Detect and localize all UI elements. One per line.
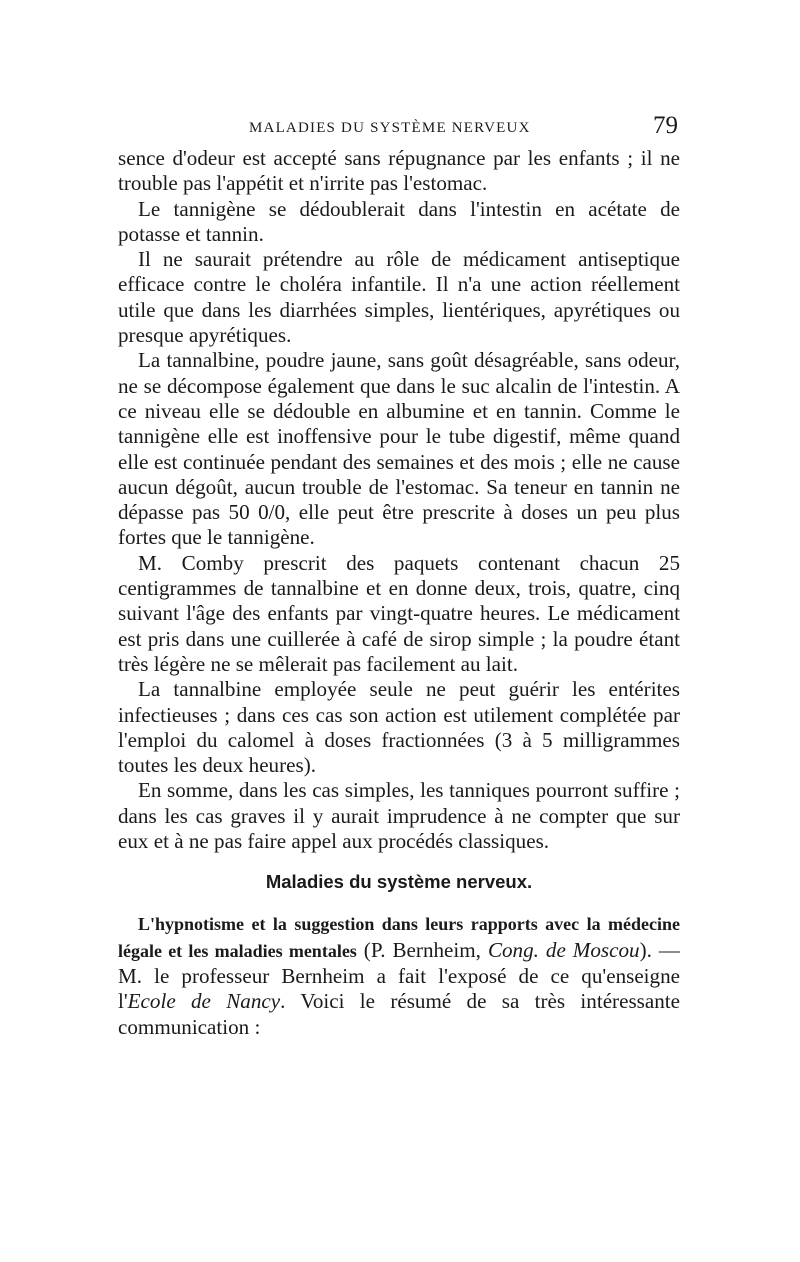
paragraph: Il ne saurait prétendre au rôle de médicament antiseptique efficace contre le choléra infantile. Il n'a une action réellement utile que dans les diarrhées simples, lientériques, apyrétiques ou presque apyrétiques. xyxy=(118,247,680,348)
book-page xyxy=(118,112,680,1040)
paragraph: La tannalbine employée seule ne peut guérir les entérites infectieuses ; dans ces cas son action est utilement complétée par l'emploi du calomel à doses fractionnées (3 à 5 milligrammes toutes les deux heures). xyxy=(118,677,680,778)
paragraph: Le tannigène se dédoublerait dans l'intestin en acétate de potasse et tannin. xyxy=(118,196,680,246)
paragraph: La tannalbine, poudre jaune, sans goût désagréable, sans odeur, ne se décompose également que dans le suc alcalin de l'intestin. A ce niveau elle se dédouble en albumine et en tannin. Comme le tannigène elle est inoffensive pour le tube digestif, même quand elle est continuée pendant des semaines et des mois ; elle ne cause aucun dégoût, aucun trouble de l'estomac. Sa teneur en tannin ne dépasse pas 50 0/0, elle peut être prescrite à doses un peu plus fortes que le tannigène. xyxy=(118,348,680,550)
paragraph: En somme, dans les cas simples, les tanniques pourront suffire ; dans les cas graves il y aurait imprudence à ne compter que sur eux et à ne pas faire appel aux procédés classiques. xyxy=(118,778,680,854)
section-heading: Maladies du système nerveux. xyxy=(265,871,533,893)
paragraph: sence d'odeur est accepté sans répugnance par les enfants ; il ne trouble pas l'appétit et n'irrite pas l'estomac. xyxy=(118,146,680,196)
article-ending: . Voici le résumé de sa très intéressante communication : xyxy=(118,989,680,1039)
article-lead: L'hypnotisme et la suggestion dans leurs rapports avec la médecine légale et les maladies mentales xyxy=(118,914,680,961)
article-text: ). — M. le professeur Bernheim a fait l'exposé de ce qu'enseigne l' xyxy=(118,937,680,1014)
running-head xyxy=(118,112,680,146)
article-source: Cong. de Moscou xyxy=(487,937,640,962)
article-author: (P. Bernheim, xyxy=(356,937,488,962)
article-paragraph xyxy=(118,911,680,1039)
page-number: 79 xyxy=(653,112,678,139)
article-school: Ecole de Nancy xyxy=(127,989,281,1014)
paragraph: M. Comby prescrit des paquets contenant chacun 25 centigrammes de tannalbine et en donne deux, trois, quatre, cinq suivant l'âge des enfants par vingt-quatre heures. Le médicament est pris dans une cuillerée à café de sirop simple ; la poudre étant très légère ne se mêlerait pas facilement au lait. xyxy=(118,550,680,676)
running-title: MALADIES DU SYSTÈME NERVEUX xyxy=(249,120,531,136)
body-text xyxy=(118,146,680,854)
